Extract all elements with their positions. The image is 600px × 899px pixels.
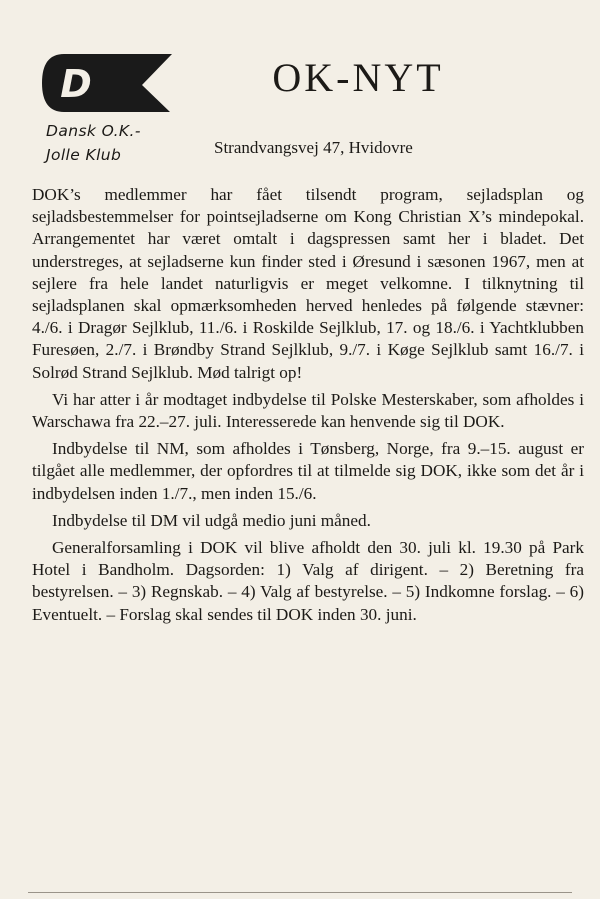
paragraph-general-assembly: Generalforsamling i DOK vil blive afholdt den 30. juli kl. 19.30 på Park Hotel i Bandholm. Dagsorden: 1) Valg af dirigent. – 2) Beretning fra bestyrelsen. – 3) Regnskab. – 4) Valg af bestyrelse. – 5) Indkomne forslag. – 6) Eventuelt. – Forslag skal sendes til DOK inden 30. juni. — [32, 538, 584, 624]
paragraph-race-program: DOK’s medlemmer har fået tilsendt program, sejladsplan og sejladsbestemmelser for pointsejladserne om Kong Christian X’s mindepokal. Arrangementet har været omtalt i dagspressen samt her i bladet. Det understreges, at sejladserne kun finder sted i Øresund i sæsonen 1967, men at sejlere fra hele landet naturligvis er meget velkomne. I tilknytning til sejladsplanen skal opmærksomheden herved henledes på følgende stævner: 4./6. i Dragør Sejlklub, 11./6. i Roskilde Sejlklub, 17. og 18./6. i Yachtklubben Furesøen, 2./7. i Brøndby Strand Sejlklub, 9./7. i Køge Sejlklub samt 16./7. i Solrød Strand Sejlklub. Mød talrigt op! — [32, 185, 584, 382]
club-name-line-2: Jolle Klub — [46, 146, 122, 164]
bottom-divider — [28, 892, 572, 893]
pennant-letter: D — [60, 62, 92, 106]
page-title: OK-NYT — [272, 55, 444, 100]
paragraph-polish-championship: Vi har atter i år modtaget indbydelse til Polske Mesterskaber, som afholdes i Warschawa fra 22.–27. juli. Interesserede kan henvende sig til DOK. — [32, 389, 584, 432]
club-name — [46, 119, 141, 167]
club-name-line-1: Dansk O.K.- — [46, 122, 141, 140]
paragraph-nordic-championship: Indbydelse til NM, som afholdes i Tønsberg, Norge, fra 9.–15. august er tilgået alle medlemmer, der opfordres til at tilmelde sig DOK, ikke som det år i indbydelsen inden 1./7., men inden 15./6. — [32, 439, 584, 503]
article-body — [32, 184, 584, 631]
club-pennant-logo — [36, 50, 176, 120]
paragraph-danish-championship: Indbydelse til DM vil udgå medio juni måned. — [52, 510, 371, 530]
club-address: Strandvangsvej 47, Hvidovre — [214, 138, 413, 157]
